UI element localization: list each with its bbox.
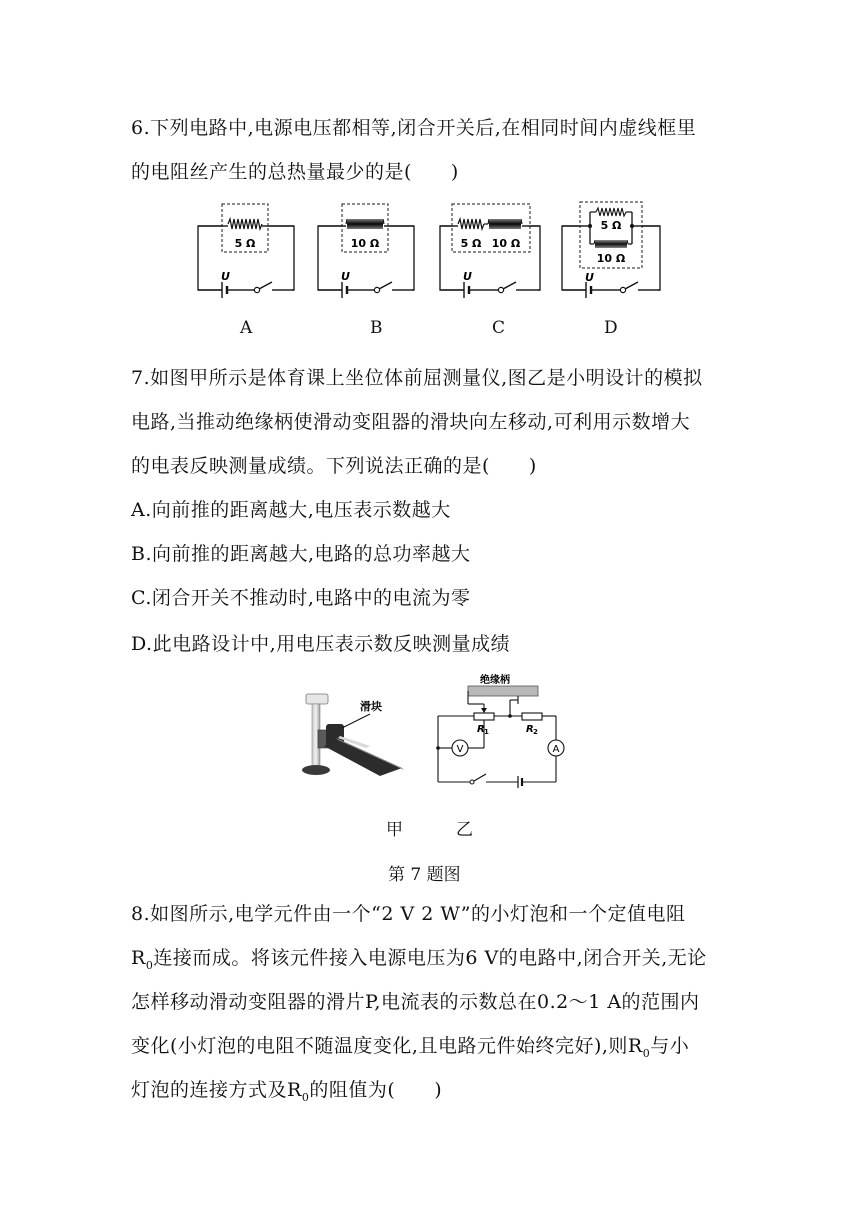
q6-option-label-b: B [370, 318, 383, 338]
ammeter-label: A [552, 744, 560, 755]
r1-subscript: 1 [484, 728, 489, 736]
q8-line4-text: 变化(小灯泡的电阻不随温度变化,且电路元件始终完好),则R [131, 1035, 643, 1057]
q8-stem-line2 [131, 944, 707, 980]
q6-circuit-b [316, 200, 418, 300]
q8-line5-tail: 的阻值为( ) [309, 1079, 443, 1101]
slider-arrow [481, 708, 487, 713]
resistor-r1 [474, 713, 494, 720]
q7-caption-jia: 甲 [386, 820, 403, 840]
device-base [302, 765, 330, 775]
q6-circuit-c [438, 200, 542, 300]
q8-stem-line1: 8.如图所示,电学元件由一个“2 V 2 W”的小灯泡和一个定值电阻 [131, 903, 686, 925]
resistor-label: 5 Ω [234, 237, 256, 250]
resistor-label-2: 10 Ω [491, 237, 521, 250]
q7-stem-line3: 的电表反映测量成绩。下列说法正确的是( ) [131, 455, 537, 477]
q8-stem-line4 [131, 1032, 689, 1068]
r0-subscript: 0 [642, 1046, 651, 1060]
insulated-handle [468, 686, 538, 696]
voltage-label: U [585, 271, 594, 284]
voltage-label: U [463, 270, 472, 283]
q6-option-label-c: C [492, 318, 506, 338]
q7-figure-yi [430, 670, 566, 792]
q7-option-a: A.向前推的距离越大,电压表示数越大 [131, 499, 451, 521]
q7-option-b: B.向前推的距离越大,电路的总功率越大 [131, 543, 471, 565]
switch-blade [474, 774, 486, 781]
r0-subscript: 0 [145, 958, 154, 972]
voltage-label: U [221, 270, 230, 283]
q7-stem-line1: 7.如图甲所示是体育课上坐位体前屈测量仪,图乙是小明设计的模拟 [131, 367, 703, 389]
r0-subscript: 0 [301, 1090, 310, 1104]
r2-label: R [526, 724, 534, 735]
resistor-label: 10 Ω [350, 237, 380, 250]
q6-option-label-d: D [604, 318, 618, 338]
display-head [306, 694, 328, 704]
q7-stem-line2: 电路,当推动绝缘柄使滑动变阻器的滑块向左移动,可利用示数增大 [131, 411, 691, 433]
q8-stem-line5 [131, 1076, 442, 1112]
r0-symbol: R [131, 947, 146, 969]
q7-figure-jia [300, 690, 412, 786]
r1-label: R [477, 724, 485, 735]
q6-stem-line2: 的电阻丝产生的总热量最少的是( ) [131, 161, 459, 183]
q6-circuit-a [196, 200, 298, 300]
voltage-label: U [341, 270, 350, 283]
resistor-label-1: 5 Ω [600, 219, 622, 232]
resistor-r2 [522, 713, 542, 720]
r2-subscript: 2 [533, 728, 538, 736]
q8-line2-text: 连接而成。将该元件接入电源电压为6 V的电路中,闭合开关,无论 [153, 947, 707, 969]
q6-circuit-d [560, 198, 664, 300]
q8-line5-text: 灯泡的连接方式及R [131, 1079, 302, 1101]
q8-line4-tail: 与小 [650, 1035, 690, 1057]
resistor-label-2: 10 Ω [596, 252, 626, 265]
slider-label: 滑块 [360, 700, 382, 713]
q7-option-d: D.此电路设计中,用电压表示数反映测量成绩 [131, 633, 511, 655]
q7-figure-caption: 第 7 题图 [388, 865, 461, 885]
q6-stem-line1: 6.下列电路中,电源电压都相等,闭合开关后,在相同时间内虚线框里 [131, 117, 697, 139]
q8-stem-line3: 怎样移动滑动变阻器的滑片P,电流表的示数总在0.2～1 A的范围内 [131, 991, 700, 1013]
q7-caption-yi: 乙 [456, 820, 473, 840]
resistor-label-1: 5 Ω [460, 237, 482, 250]
handle-label: 绝缘柄 [480, 675, 510, 686]
q7-option-c: C.闭合开关不推动时,电路中的电流为零 [131, 587, 471, 609]
q6-option-label-a: A [240, 318, 253, 338]
voltmeter-label: V [456, 744, 464, 755]
